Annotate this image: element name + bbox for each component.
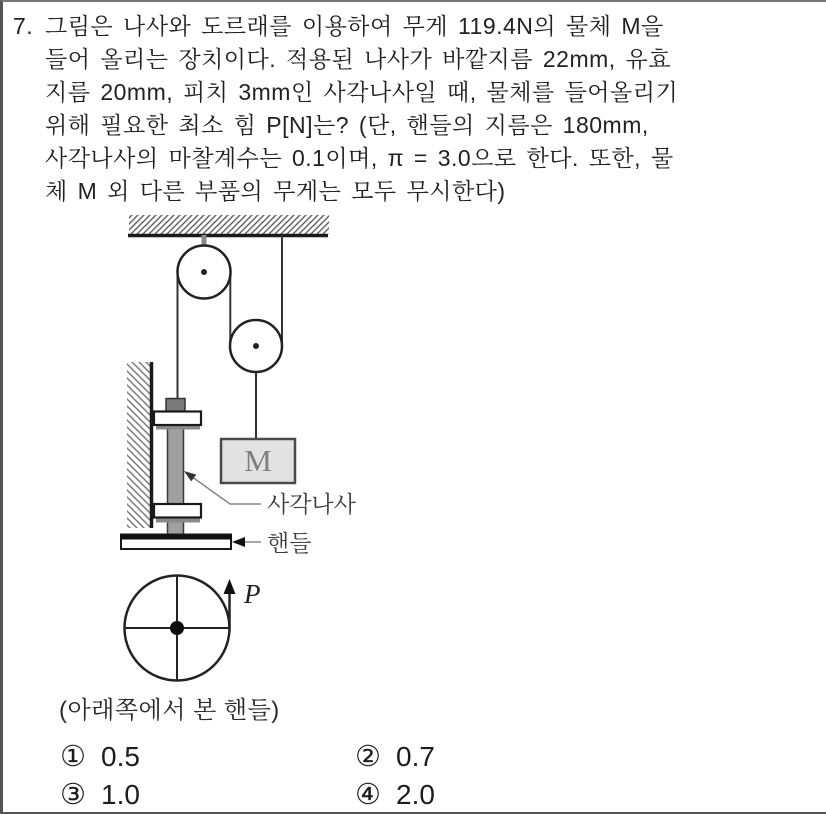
handle-arrow-icon [232,537,245,547]
handle-center-dot [170,621,184,635]
handle-label: 핸들 [267,530,312,556]
ceiling-hatch [129,215,329,234]
question-line: 지름 20mm, 피치 3mm인 사각나사일 때, 물체를 들어올리기 [45,79,679,105]
screw-label: 사각나사 [267,491,356,517]
screw-top-cap [166,399,185,413]
diagram-caption: (아래쪽에서 본 핸들) [59,697,280,724]
question-line: 사각나사의 마찰계수는 0.1이며, π = 3.0으로 한다. 또한, 물 [45,145,674,171]
option-2-marker: ② [355,741,381,773]
answer-option-1 [60,742,140,772]
lower-bracket [154,504,201,518]
screw-arrow-icon [184,471,196,481]
option-2-value: 0.7 [396,741,435,772]
answer-option-2 [355,742,435,772]
question-line: 체 M 외 다른 부품의 무게는 모두 무시한다) [45,178,506,204]
option-1-marker: ① [60,741,86,773]
option-4-marker: ④ [355,779,381,811]
option-3-marker: ③ [60,779,86,811]
option-1-value: 0.5 [101,741,140,772]
upper-bracket [154,412,201,426]
wall-hatch [127,362,150,528]
answer-option-4 [355,780,435,810]
option-4-value: 2.0 [396,779,435,810]
weight-label: M [244,443,272,478]
question-line: 위해 필요한 최소 힘 P[N]는? (단, 핸들의 지름은 180mm, [45,112,649,138]
fixed-pulley-axle [201,269,207,275]
movable-pulley-axle [253,343,259,349]
option-3-value: 1.0 [101,779,140,810]
question-number: 7. [13,13,34,39]
question-line-text: 그림은 나사와 도르래를 이용하여 무게 119.4N의 물체 M을 [45,13,664,39]
force-arrow-icon [224,579,236,594]
force-label: P [244,579,261,609]
question-line: 들어 올리는 장치이다. 적용된 나사가 바깥지름 22mm, 유효 [45,46,671,72]
answer-option-3 [60,780,140,810]
